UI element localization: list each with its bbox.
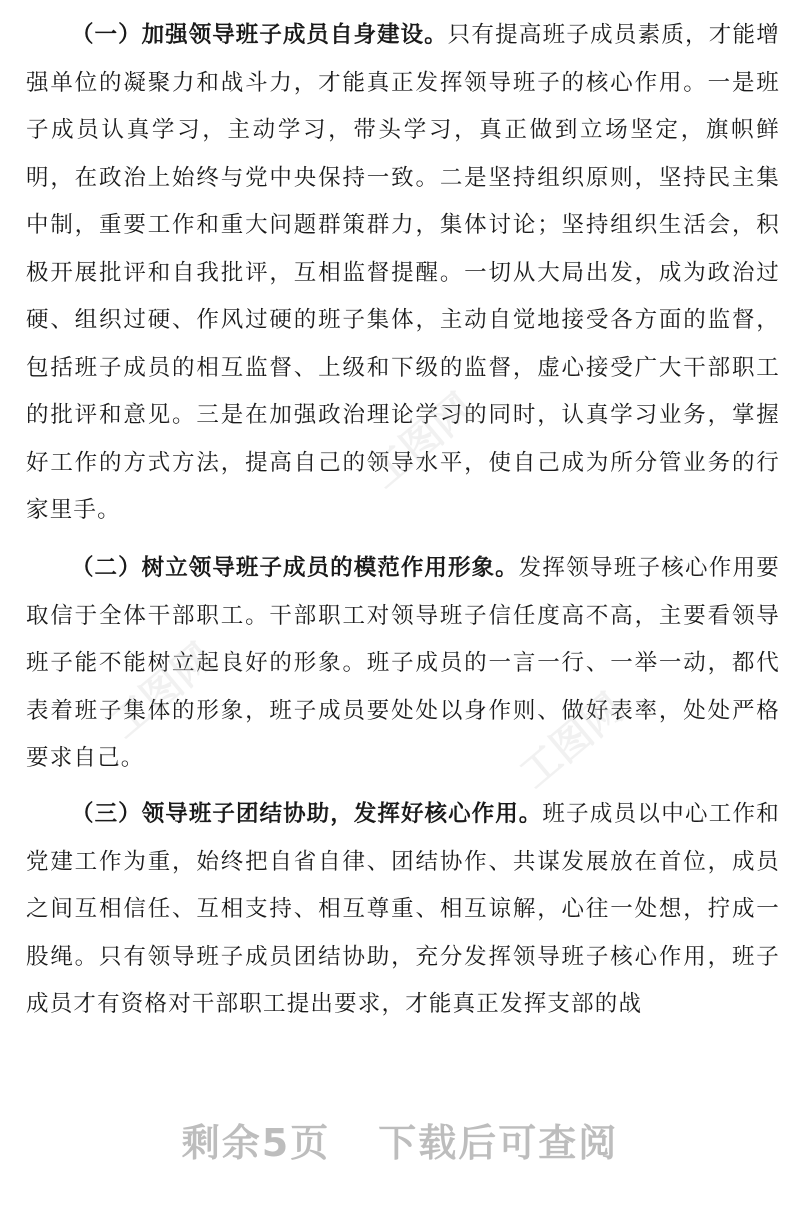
watermark: 工图网 [511,684,633,798]
paragraph-1-body: 只有提高班子成员素质，才能增强单位的凝聚力和战斗力，才能真正发挥领导班子的核心作用。一是班子成员认真学习，主动学习，带头学习，真正做到立场坚定，旗帜鲜明，在政治上始终与党中央保持一致。二是坚持组织原则，坚持民主集中制，重要工作和重大问题群策群力，集体讨论；坚持组织生活会，积极开展批评和自我批评，互相监督提醒。一切从大局出发，成为政治过硬、组织过硬、作风过硬的班子集体，主动自觉地接受各方面的监督，包括班子成员的相互监督、上级和下级的监督，虚心接受广大干部职工的批评和意见。三是在加强政治理论学习的同时，认真学习业务，掌握好工作的方式方法，提高自己的领导水平，使自己成为所分管业务的行家里手。 [26,22,780,523]
paragraph-1 [26,12,780,535]
paragraph-3-heading: （三）领导班子团结协助，发挥好核心作用。 [71,801,543,827]
paragraph-2-body: 发挥领导班子核心作用要取信于全体干部职工。干部职工对领导班子信任度高不高，主要看领导班子能不能树立起良好的形象。班子成员的一言一行、一举一动，都代表着班子集体的形象，班子成员要处处以身作则、做好表率，处处严格要求自己。 [26,555,780,771]
watermark: 工图网 [361,384,483,498]
paragraph-3-body: 班子成员以中心工作和党建工作为重，始终把自省自律、团结协作、共谋发展放在首位，成员之间互相信任、互相支持、相互尊重、相互谅解，心往一处想，拧成一股绳。只有领导班子成员团结协助，充分发挥领导班子核心作用，班子成员才有资格对干部职工提出要求，才能真正发挥支部的战 [26,801,780,1017]
download-prompt-banner[interactable] [0,1112,800,1167]
download-to-view-label: 下载后可查阅 [378,1121,619,1165]
paragraph-2 [26,545,780,783]
paragraph-1-heading: （一）加强领导班子成员自身建设。 [71,22,448,48]
watermark: 工图网 [101,634,223,748]
remaining-pages-label: 剩余5页 [181,1121,331,1165]
paragraph-2-heading: （二）树立领导班子成员的模范作用形象。 [71,555,519,581]
paragraph-3 [26,791,780,1029]
